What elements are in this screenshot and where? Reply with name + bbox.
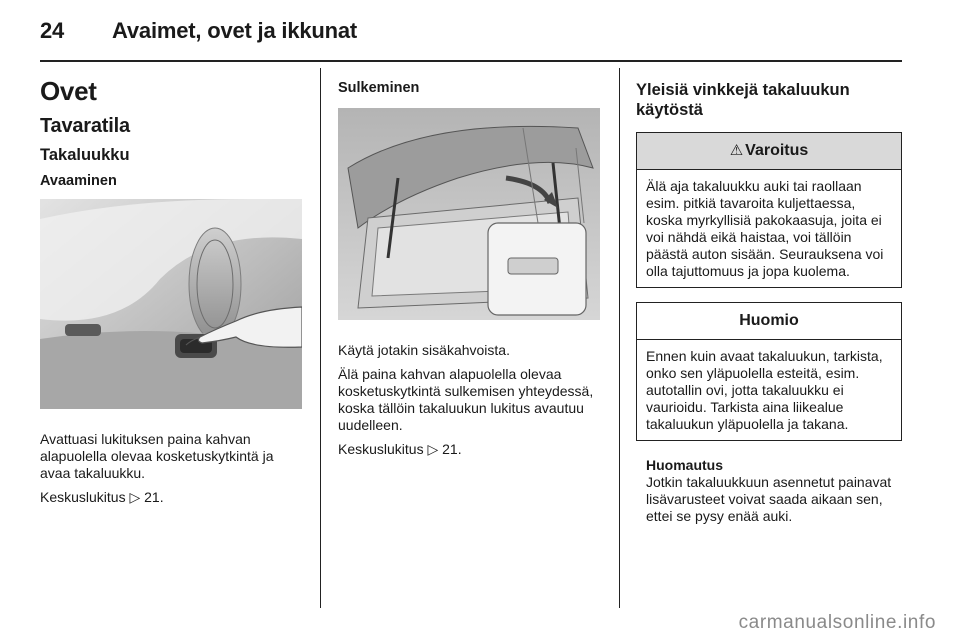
page-header — [40, 18, 357, 44]
closing-instruction-2: Älä paina kahvan alapuolella olevaa kosketuskytkintä sulkemisen yhteydessä, koska tällöin takaluukun lukitus avautuu uudelleen. — [338, 366, 594, 433]
caution-text: Ennen kuin avaat takaluukun, tarkista, onko sen yläpuolella esteitä, esim. autotallin ovi, jotta takaluukku ei vaurioidu. Tarkista aina liikealue takaluukun yläpuolella ja takana. — [646, 348, 883, 432]
warning-triangle-icon: ⚠ — [729, 142, 744, 159]
tips-heading: Yleisiä vinkkejä takaluukun käytöstä — [636, 81, 850, 119]
closing-heading: Sulkeminen — [338, 80, 420, 96]
warning-title: Varoitus — [745, 142, 809, 159]
column-divider — [619, 68, 620, 608]
warning-header — [637, 133, 901, 170]
page-number: 24 — [40, 18, 65, 43]
closing-illustration — [338, 108, 600, 320]
opening-cross-reference: Keskuslukitus ▷ 21. — [40, 489, 164, 505]
column-2 — [338, 70, 600, 465]
closing-cross-reference: Keskuslukitus ▷ 21. — [338, 441, 462, 457]
subsection-title: Takaluukku — [40, 146, 130, 164]
note-text: Jotkin takaluukkuun asennetut painavat lisävarusteet voivat saada aikaan sen, ettei se pysy enää auki. — [646, 474, 892, 524]
closing-instruction-1: Käytä jotakin sisäkahvoista. — [338, 342, 510, 358]
page-title: Ovet — [40, 76, 97, 106]
column-1 — [40, 70, 302, 513]
column-3 — [636, 70, 902, 525]
caution-box — [636, 302, 902, 441]
caution-title: Huomio — [637, 303, 901, 340]
watermark: carmanualsonline.info — [738, 612, 936, 633]
note-title: Huomautus — [646, 457, 723, 473]
warning-box — [636, 132, 902, 288]
opening-illustration — [40, 199, 302, 409]
header-rule — [40, 60, 902, 62]
opening-heading: Avaaminen — [40, 173, 117, 189]
section-title: Tavaratila — [40, 115, 130, 137]
chapter-title: Avaimet, ovet ja ikkunat — [112, 18, 358, 43]
opening-instructions: Avattuasi lukituksen paina kahvan alapuolella olevaa kosketuskytkintä ja avaa takaluukku. — [40, 431, 274, 481]
column-divider — [320, 68, 321, 608]
warning-text: Älä aja takaluukku auki tai raollaan esim. pitkiä tavaroita kuljettaessa, koska myrkyllisiä pakokaasuja, joita ei voi nähdä eikä haistaa, voi tällöin päästä auton sisään. Seurauksena voi olla tajuttomuus ja jopa kuolema. — [646, 178, 884, 279]
note-block — [646, 457, 892, 525]
